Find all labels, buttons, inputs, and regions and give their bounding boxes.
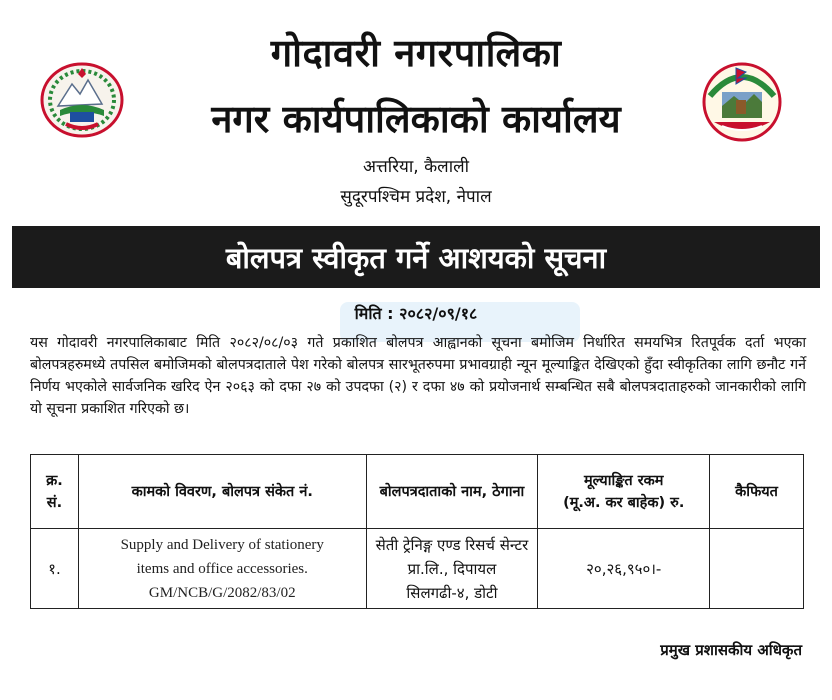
address-city: अत्तरिया, कैलाली — [362, 157, 470, 177]
office-name: नगर कार्यपालिकाको कार्यालय — [211, 97, 621, 141]
header-work: कामको विवरण, बोलपत्र संकेत नं. — [78, 455, 366, 529]
cell-amount: २०,२६,९५०।- — [538, 529, 710, 609]
header-amount: मूल्याङ्कित रकम (मू.अ. कर बाहेक) रु. — [538, 455, 710, 529]
municipality-name: गोदावरी नगरपालिका — [270, 31, 562, 75]
cell-work: Supply and Delivery of stationery items and office accessories. GM/NCB/G/2082/83/02 — [78, 529, 366, 609]
table-row — [31, 529, 804, 609]
notice-date: मिति : २०८२/०९/१८ — [354, 304, 478, 323]
signatory-title: प्रमुख प्रशासकीय अधिकृत — [660, 641, 802, 659]
table-header-row — [31, 455, 804, 529]
cell-remarks — [710, 529, 804, 609]
cell-bidder: सेती ट्रेनिङ्ग एण्ड रिसर्च सेन्टर प्रा.लि., दिपायल सिलगढी-४, डोटी — [366, 529, 538, 609]
header-serial: क्र. सं. — [31, 455, 79, 529]
municipality-logo-icon — [700, 62, 784, 142]
address-province: सुदूरपश्चिम प्रदेश, नेपाल — [340, 187, 492, 207]
notice-title-banner — [12, 226, 820, 288]
award-table — [30, 454, 804, 609]
notice-title: बोलपत्र स्वीकृत गर्ने आशयको सूचना — [225, 240, 607, 275]
cell-serial: १. — [31, 529, 79, 609]
header-bidder: बोलपत्रदाताको नाम, ठेगाना — [366, 455, 538, 529]
header-remarks: कैफियत — [710, 455, 804, 529]
letterhead — [0, 0, 832, 222]
notice-body: यस गोदावरी नगरपालिकाबाट मिति २०८२/०८/०३ गते प्रकाशित बोलपत्र आह्वानको सूचना बमोजिम निर्धारित समयभित्र रितपूर्वक दर्ता भएका बोलपत्रहरुमध्ये तपसिल बमोजिमको बोलपत्रदाताले पेश गरेको बोलपत्र सारभूतरुपमा प्रभावग्राही न्यून मूल्याङ्कित देखिएको हुँदा स्वीकृतिका लागि छनौट गर्ने निर्णय भएकोले सार्वजनिक खरिद ऐन २०६३ को दफा २७ को उपदफा (२) र दफा ४७ को प्रयोजनार्थ सम्बन्धित सबै बोलपत्रदाताहरुको जानकारीको लागि यो सूचना प्रकाशित गरिएको छ। — [30, 335, 806, 417]
